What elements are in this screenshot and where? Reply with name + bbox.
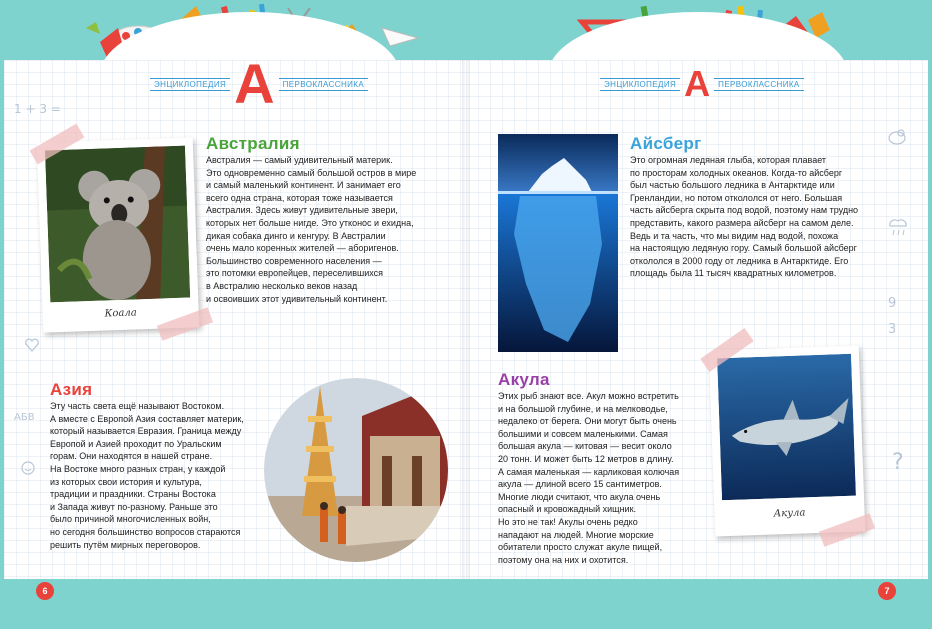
header-letter: А bbox=[684, 63, 711, 104]
three-doodle: 3 bbox=[888, 322, 897, 337]
smiley-doodle-icon bbox=[20, 460, 36, 476]
right-page-header bbox=[600, 62, 804, 106]
page-number-right: 7 bbox=[878, 582, 896, 600]
australia-title: Австралия bbox=[206, 134, 300, 153]
left-page-header bbox=[150, 52, 368, 115]
asia-text: Эту часть света ещё называют Востоком. А вместе с Европой Азия составляет материк, который называется Евразия. Граница между Европой и Азией проходит по Уральским горам. Они находятся в нашей стране. На Востоке много разных стран, у каждой из которых свои история и культура, традиции и праздники. Страны Востока и Запада живут по-разному. Раньше это было причиной многочисленных войн, но сегодня большинство вопросов стараются решить путём мирных переговоров. bbox=[50, 401, 244, 550]
asia-temple-photo bbox=[262, 376, 450, 564]
math-doodle: 1 + 3 = bbox=[14, 102, 61, 116]
koala-photo bbox=[45, 146, 190, 303]
australia-text: Австралия — самый удивительный материк. Это одновременно самый большой остров в мире и самый маленький континент. И занимает его всего одна страна, которая тоже называется Австралия. Здесь живут удивительные звери, которых нет больше нигде. Это утконос и ехидна, дикая собака динго и кенгуру. В Австралии очень мало коренных жителей — аборигенов. Большинство современного населения — это потомки европейцев, переселившихся в Австралию несколько веков назад и освоивших этот удивительный континент. bbox=[206, 155, 417, 304]
heart-doodle-icon bbox=[24, 338, 40, 352]
shark-photo-frame bbox=[709, 345, 865, 536]
header-letter: А bbox=[234, 52, 275, 115]
header-encyclopedia: ЭНЦИКЛОПЕДИЯ bbox=[600, 78, 680, 91]
shark-photo bbox=[717, 354, 856, 501]
book-spine bbox=[462, 60, 470, 579]
koala-caption: Коала bbox=[104, 307, 137, 320]
question-doodle: ? bbox=[892, 450, 904, 475]
nine-doodle: 9 bbox=[888, 296, 897, 311]
shark-text: Этих рыб знают все. Акул можно встретить и на большой глубине, и на мелководье, недалеко от берега. Они могут быть очень большими и совсем маленькими. Самая большая акула — китовая — весит около 20 тонн. И может быть 12 метров в длину. А самая маленькая — карликовая колючая акула — длиной всего 15 сантиметров. Многие люди считают, что акула очень опасный и кровожадный хищник. Но это не так! Акулы очень редко нападают на людей. Многие морские обитатели просто служат акуле пищей, поэтому она на них и охотится. bbox=[498, 391, 680, 565]
iceberg-title: Айсберг bbox=[630, 134, 702, 153]
iceberg-text: Это огромная ледяная глыба, которая плавает по просторам холодных океанов. Когда-то айсберг был частью большого ледника в Антарктиде или Гренландии, но потом откололся от него. Большая часть айсберга скрыта под водой, поэтому нам трудно представить, какого размера айсберг на самом деле. Ведь и та часть, что мы видим над водой, похожа на настоящую ледяную гору. Самый большой айсберг откололся в 2000 году от ледника в Антарктиде. Его площадь была 11 тысяч квадратных километров. bbox=[630, 155, 859, 279]
bottom-band bbox=[0, 579, 932, 629]
header-first-grader: ПЕРВОКЛАССНИКА bbox=[279, 78, 368, 91]
koala-photo-frame bbox=[37, 137, 200, 332]
cloud-rain-doodle-icon bbox=[886, 216, 910, 238]
abc-doodle: АБВ bbox=[14, 412, 35, 423]
header-first-grader: ПЕРВОКЛАССНИКА bbox=[714, 78, 803, 91]
iceberg-photo bbox=[498, 134, 618, 352]
shark-title: Акула bbox=[498, 370, 550, 389]
header-encyclopedia: ЭНЦИКЛОПЕДИЯ bbox=[150, 78, 230, 91]
asia-title: Азия bbox=[50, 380, 93, 399]
shark-caption: Акула bbox=[773, 507, 806, 520]
page-number-left: 6 bbox=[36, 582, 54, 600]
bird-doodle-icon bbox=[886, 126, 908, 146]
